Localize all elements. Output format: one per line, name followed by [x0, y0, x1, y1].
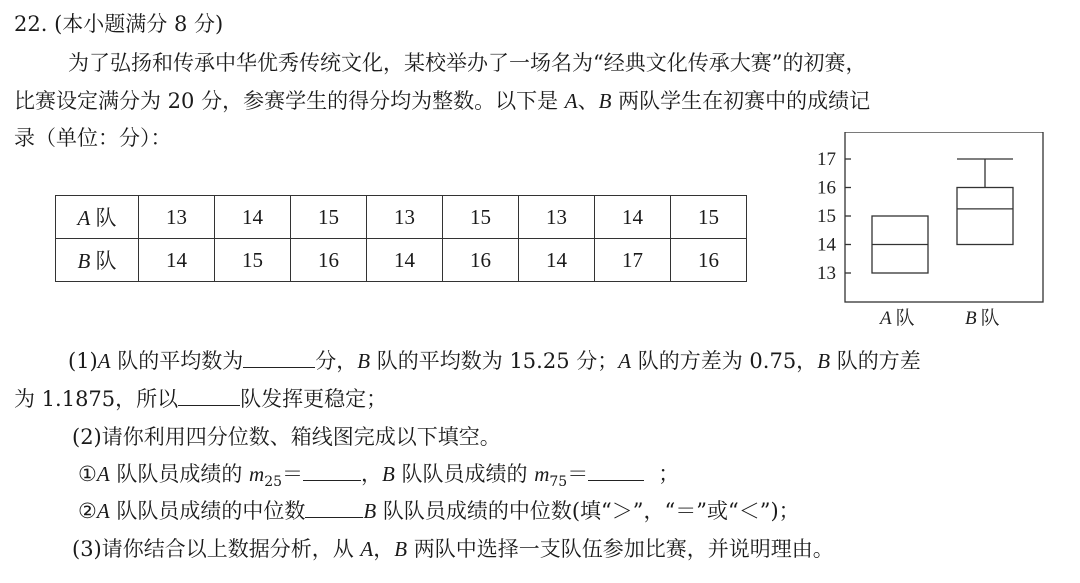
team-b-letter: B	[598, 89, 612, 113]
question-3: (3)请你结合以上数据分析，从 A，B 两队中选择一支队伍参加比赛，并说明理由。	[72, 537, 834, 561]
score-cell: 15	[671, 196, 747, 239]
intro-line-3: 录（单位：分）：	[14, 126, 172, 150]
answer-blank-median-compare[interactable]	[305, 497, 363, 518]
category-label: B 队	[965, 308, 1000, 329]
problem-header	[14, 10, 223, 38]
box-0	[872, 216, 928, 273]
score-cell: 17	[595, 239, 671, 282]
team-label-cell: B 队	[56, 239, 139, 282]
y-tick-label: 15	[817, 206, 836, 227]
answer-blank-stable-team[interactable]	[178, 385, 240, 406]
answer-blank-a-m25[interactable]	[303, 460, 361, 481]
score-cell: 14	[367, 239, 443, 282]
score-cell: 14	[139, 239, 215, 282]
table-row	[56, 239, 747, 282]
score-cell: 16	[671, 239, 747, 282]
intro-line-1: 为了弘扬和传承中华优秀传统文化，某校举办了一场名为“经典文化传承大赛”的初赛，	[68, 51, 867, 75]
category-label: A 队	[880, 308, 915, 329]
score-cell: 15	[215, 239, 291, 282]
score-cell: 16	[443, 239, 519, 282]
box-plot	[805, 132, 1050, 332]
score-table	[55, 195, 747, 282]
score-cell: 13	[139, 196, 215, 239]
problem-number: 22.	[14, 12, 48, 36]
score-cell: 14	[519, 239, 595, 282]
score-cell: 13	[519, 196, 595, 239]
score-cell: 13	[367, 196, 443, 239]
score-cell: 14	[595, 196, 671, 239]
score-cell: 15	[291, 196, 367, 239]
box-1	[957, 159, 1013, 245]
team-label-cell: A 队	[56, 196, 139, 239]
y-tick-label: 14	[817, 234, 836, 256]
answer-blank-a-mean[interactable]	[243, 347, 315, 368]
question-2-2: ②A 队队员成绩的中位数 B 队队员成绩的中位数(填“＞”，“＝”或“＜”)；	[78, 499, 800, 523]
score-cell: 15	[443, 196, 519, 239]
question-1-line-2: 为 1.1875，所以 队发挥更稳定；	[14, 387, 388, 411]
question-2: (2)请你利用四分位数、箱线图完成以下填空。	[72, 425, 501, 449]
y-tick-label: 13	[817, 263, 836, 284]
team-a-letter: A	[564, 89, 578, 113]
question-2-1: ①A 队队员成绩的 $m_{25}=$ ，B 队队员成绩的 $m_{75}=$ ；	[78, 462, 680, 491]
iqr-box	[957, 188, 1013, 245]
intro-line-2: 比赛设定满分为 20 分，参赛学生的得分均为整数。以下是 A、B 两队学生在初赛中的成绩记	[14, 89, 871, 113]
y-tick-label: 17	[817, 149, 836, 170]
score-note: (本小题满分 8 分)	[54, 12, 224, 36]
score-cell: 14	[215, 196, 291, 239]
table-row	[56, 196, 747, 239]
y-tick-label: 16	[817, 177, 836, 199]
answer-blank-b-m75[interactable]	[588, 460, 644, 481]
score-cell: 16	[291, 239, 367, 282]
question-1-line-1: (1)A 队的平均数为 分，B 队的平均数为 15.25 分；A 队的方差为 0.75，B 队的方差	[68, 349, 921, 373]
